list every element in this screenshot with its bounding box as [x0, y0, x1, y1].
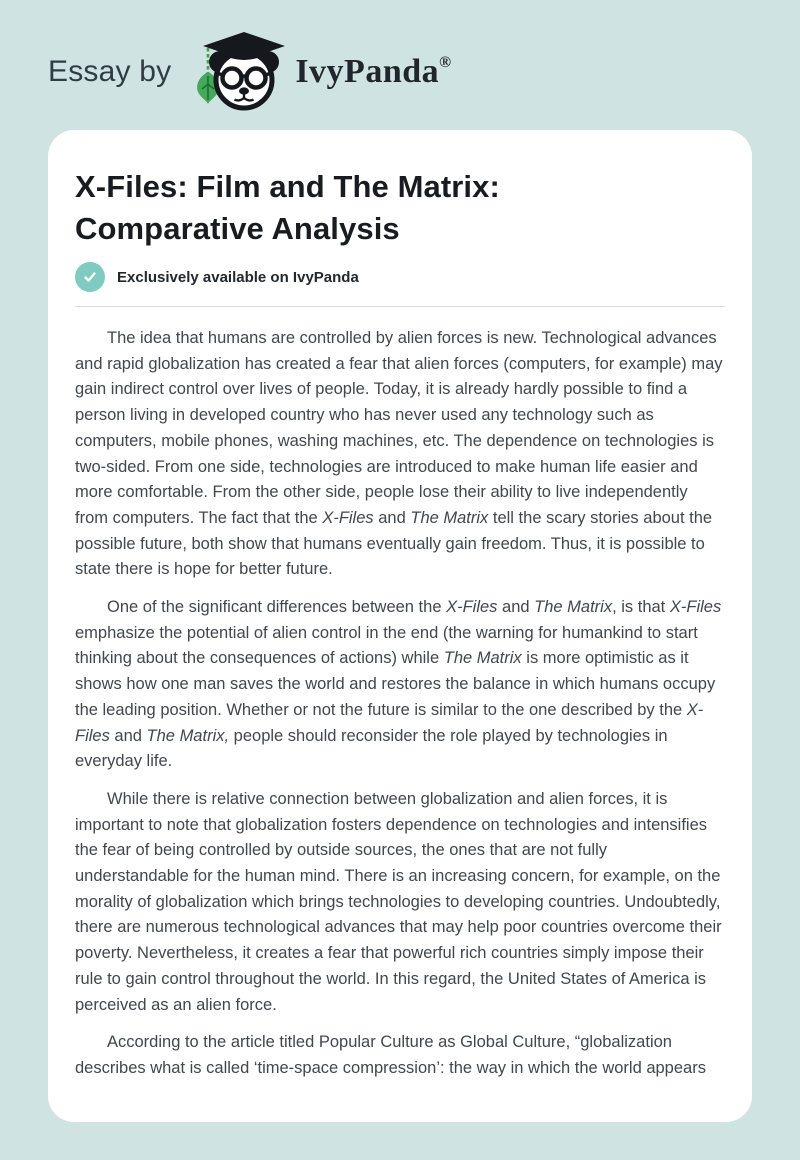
- essay-paragraph: One of the significant differences between the X-Files and The Matrix, is that X-Files emphasize the potential of alien control in the end (the warning for humankind to start thinking about the consequences of actions) while The Matrix is more optimistic as it shows how one man saves the world and restores the balance in which humans occupy the leading position. Whether or not the future is similar to the one described by the X-Files and The Matrix, people should reconsider the role played by technologies in everyday life.: [75, 598, 722, 771]
- page-title-line-2: Comparative Analysis: [75, 211, 400, 246]
- divider: [75, 306, 725, 307]
- essay-body: [75, 326, 725, 1082]
- exclusive-badge-label: Exclusively available on IvyPanda: [117, 268, 359, 286]
- page-title: [75, 166, 725, 250]
- essay-card: [48, 130, 752, 1122]
- ivypanda-panda-logo-icon: [187, 32, 287, 112]
- essay-paragraph: According to the article titled Popular Culture as Global Culture, “globalization describes what is called ‘time-space compression’: the way in which the world appears: [75, 1033, 706, 1077]
- page-title-line-1: X-Files: Film and The Matrix:: [75, 169, 500, 204]
- registered-mark: ®: [439, 54, 452, 71]
- essay-by-label: Essay by: [48, 55, 172, 88]
- check-icon: [75, 262, 105, 292]
- site-header: [0, 0, 800, 110]
- essay-paragraph: The idea that humans are controlled by alien forces is new. Technological advances and rapid globalization has created a fear that alien forces (computers, for example) may gain indirect control over lives of people. Today, it is already hardly possible to find a person living in developed country who has never used any technology such as computers, mobile phones, washing machines, etc. The dependence on technologies is two-sided. From one side, technologies are introduced to make human life easier and more comfortable. From the other side, people lose their ability to live independently from computers. The fact that the X-Files and The Matrix tell the scary stories about the possible future, both show that humans eventually gain freedom. Thus, it is possible to state there is hope for better future.: [75, 329, 723, 579]
- brand-name: IvyPanda: [295, 53, 440, 90]
- brand-logotype: [295, 53, 451, 91]
- exclusive-badge: [75, 262, 725, 292]
- essay-paragraph: While there is relative connection between globalization and alien forces, it is important to note that globalization fosters dependence on technologies and intensifies the fear of being controlled by outside sources, the ones that are not fully understandable for the human mind. There is an increasing concern, for example, on the morality of globalization which brings technologies to developing countries. Undoubtedly, there are numerous technological advances that may help poor countries overcome their poverty. Nevertheless, it creates a fear that powerful rich countries simply impose their rule to gain control throughout the world. In this regard, the United States of America is perceived as an alien force.: [75, 789, 722, 1014]
